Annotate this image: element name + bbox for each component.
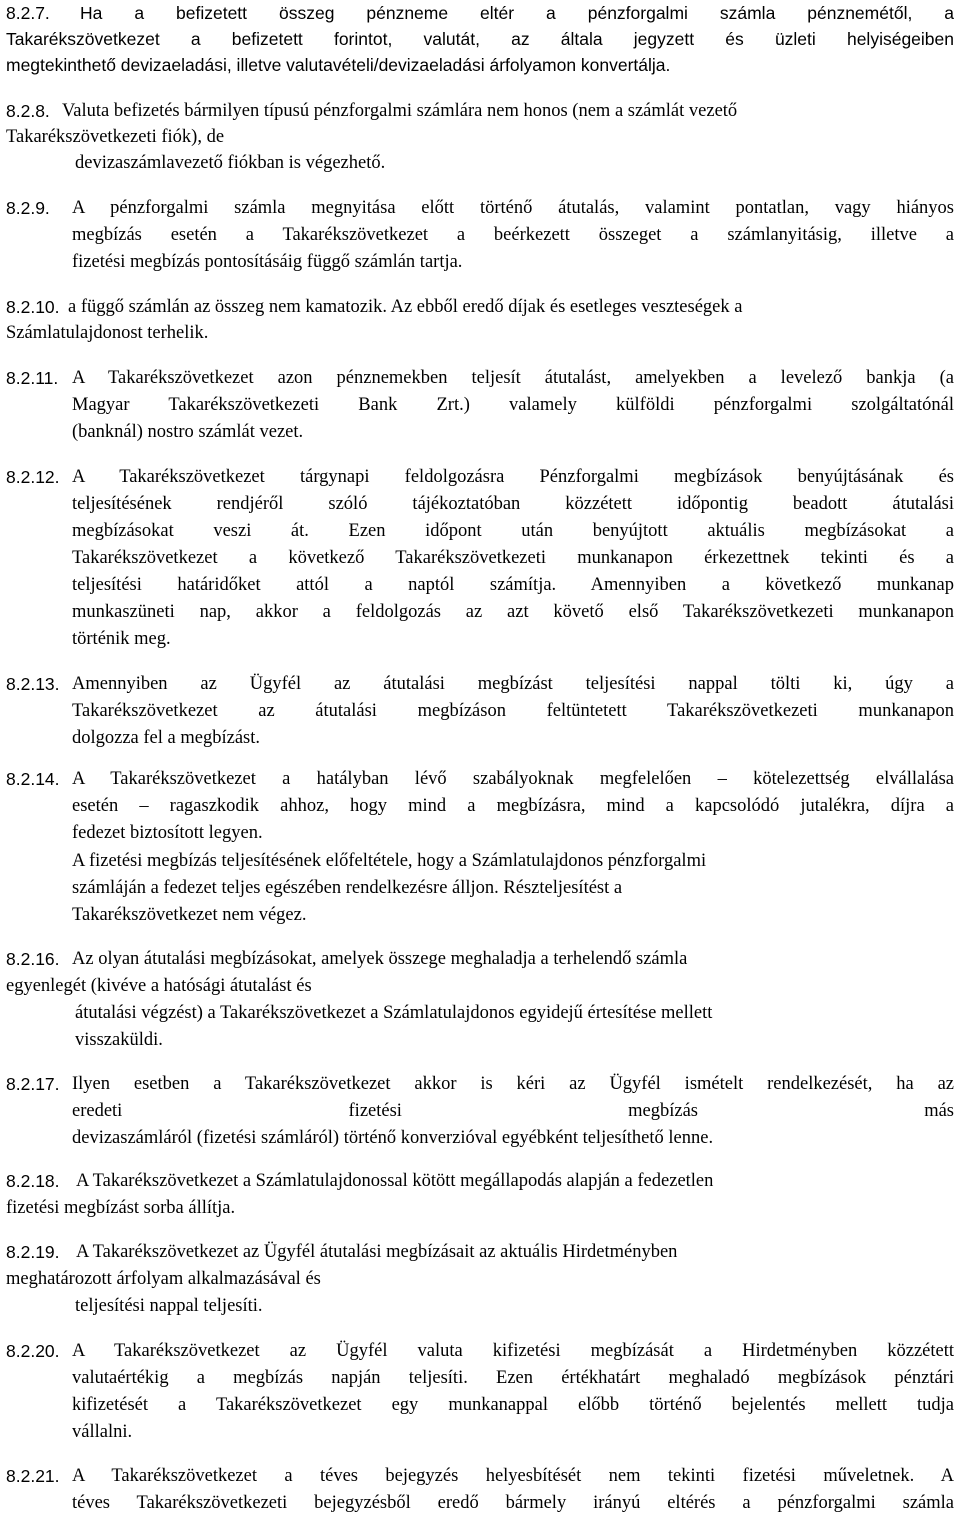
para-number: 8.2.12. [6, 467, 60, 487]
para-line: teljesítési nappal teljesíti. [75, 1296, 263, 1316]
para-number: 8.2.18. [6, 1171, 60, 1191]
para-line: fizetési megbízás pontosításáig függő számlán tartja. [72, 252, 463, 272]
para-line: a függő számlán az összeg nem kamatozik. Az ebből eredő díjak és esetleges veszteségek a [68, 297, 743, 317]
para-line: Ha a befizetett összeg pénzneme eltér a pénzforgalmi számla pénznemétől, a [80, 3, 954, 23]
para-number: 8.2.19. [6, 1242, 60, 1262]
para-line: A pénzforgalmi számla megnyitása előtt történő átutalás, valamint pontatlan, vagy hiányos [72, 198, 954, 218]
para-line: visszaküldi. [75, 1030, 163, 1050]
para-number: 8.2.14. [6, 769, 60, 789]
para-line: Takarékszövetkezet a befizetett forintot, valutát, az általa jegyzett és üzleti helyiségeiben [6, 29, 954, 49]
para-number: 8.2.17. [6, 1074, 60, 1094]
para-line: vállalni. [72, 1422, 133, 1442]
para-line: Magyar Takarékszövetkezeti Bank Zrt.) valamely külföldi pénzforgalmi szolgáltatónál [72, 395, 954, 415]
para-line: meghatározott árfolyam alkalmazásával és [6, 1269, 321, 1289]
para-line: A Takarékszövetkezet az Ügyfél valuta kifizetési megbízását a Hirdetményben közzétett [72, 1341, 954, 1361]
para-number: 8.2.21. [6, 1466, 60, 1486]
para-line: Az olyan átutalási megbízásokat, amelyek összege meghaladja a terhelendő számla [72, 949, 688, 969]
para-line: A Takarékszövetkezet a téves bejegyzés helyesbítését nem tekinti fizetési műveletnek. A [72, 1466, 954, 1486]
para-number: 8.2.9. [6, 198, 50, 218]
para-line: megbízás esetén a Takarékszövetkezet a beérkezett összeget a számlanyitásig, illetve a [72, 225, 954, 245]
para-number: 8.2.7. [6, 3, 50, 23]
para-line: teljesítési határidőket attól a naptól számítja. Amennyiben a következő munkanap [72, 575, 954, 595]
para-line: teljesítésének rendjéről szóló tájékoztatóban közzétett időpontig beadott átutalási [72, 494, 954, 514]
para-line: kifizetését a Takarékszövetkezet egy munkanappal előbb történő bejelentés mellett tudja [72, 1395, 954, 1415]
para-number: 8.2.10. [6, 297, 60, 317]
para-line: Takarékszövetkezet nem végez. [72, 905, 307, 925]
para-line: átutalási végzést) a Takarékszövetkezet a Számlatulajdonos egyidejű értesítése mellett [75, 1003, 713, 1023]
para-line: (banknál) nostro számlát vezet. [72, 422, 304, 442]
para-line: A Takarékszövetkezet a hatályban lévő szabályoknak megfelelően – kötelezettség elvállalása [72, 769, 954, 789]
para-line: Valuta befizetés bármilyen típusú pénzforgalmi számlára nem honos (nem a számlát vezető [62, 101, 738, 121]
para-line: esetén – ragaszkodik ahhoz, hogy mind a megbízásra, mind a kapcsolódó jutalékra, díjra a [72, 796, 954, 816]
para-line: eredeti fizetési megbízás más [72, 1101, 954, 1121]
para-line: devizaszámláról (fizetési számláról) történő konverzióval egyébként teljesíthető lenne. [72, 1128, 714, 1148]
para-line: történik meg. [72, 629, 171, 649]
para-line: Számlatulajdonost terhelik. [6, 323, 209, 343]
para-line: Amennyiben az Ügyfél az átutalási megbízást teljesítési nappal tölti ki, úgy a [72, 674, 954, 694]
para-line: egyenlegét (kivéve a hatósági átutalást és [6, 976, 312, 996]
para-line: A Takarékszövetkezet azon pénznemekben teljesít átutalást, amelyekben a levelező bankja (a [72, 368, 954, 388]
para-line: fizetési megbízást sorba állítja. [6, 1198, 236, 1218]
para-line: valutaértékig a megbízás napján teljesíti. Ezen értékhatárt meghaladó megbízások pénztári [72, 1368, 954, 1388]
para-line: A Takarékszövetkezet a Számlatulajdonossal kötött megállapodás alapján a fedezetlen [76, 1171, 714, 1191]
para-line: megbízásokat veszi át. Ezen időpont után benyújtott aktuális megbízásokat a [72, 521, 954, 541]
para-line: fedezet biztosított legyen. [72, 823, 263, 843]
para-number: 8.2.11. [6, 368, 59, 388]
para-number: 8.2.8. [6, 101, 50, 121]
para-line: A fizetési megbízás teljesítésének előfeltétele, hogy a Számlatulajdonos pénzforgalmi [72, 851, 707, 871]
para-line: Takarékszövetkezeti fiók), de [6, 127, 225, 147]
para-line: számláján a fedezet teljes egészében rendelkezésre álljon. Részteljesítést a [72, 878, 623, 898]
para-number: 8.2.13. [6, 674, 60, 694]
para-line: A Takarékszövetkezet az Ügyfél átutalási megbízásait az aktuális Hirdetményben [76, 1242, 678, 1262]
para-line: megtekinthető devizaeladási, illetve valutavételi/devizaeladási árfolyamon konvertálja. [6, 55, 671, 75]
para-line: devizaszámlavezető fiókban is végezhető. [75, 153, 386, 173]
para-line: Takarékszövetkezet a következő Takarékszövetkezeti munkanapon érkezettnek tekinti és a [72, 548, 954, 568]
para-line: dolgozza fel a megbízást. [72, 728, 260, 748]
para-number: 8.2.16. [6, 949, 60, 969]
para-line: téves Takarékszövetkezeti bejegyzésből eredő bármely irányú eltérés a pénzforgalmi számla [72, 1493, 954, 1513]
para-line: munkaszüneti nap, akkor a feldolgozás az azt követő első Takarékszövetkezeti munkanapon [72, 602, 954, 622]
para-line: Takarékszövetkezet az átutalási megbízáson feltüntetett Takarékszövetkezeti munkanapon [72, 701, 954, 721]
para-number: 8.2.20. [6, 1341, 60, 1361]
para-line: A Takarékszövetkezet tárgynapi feldolgozásra Pénzforgalmi megbízások benyújtásának és [72, 467, 954, 487]
para-line: Ilyen esetben a Takarékszövetkezet akkor is kéri az Ügyfél ismételt rendelkezését, ha az [72, 1074, 954, 1094]
